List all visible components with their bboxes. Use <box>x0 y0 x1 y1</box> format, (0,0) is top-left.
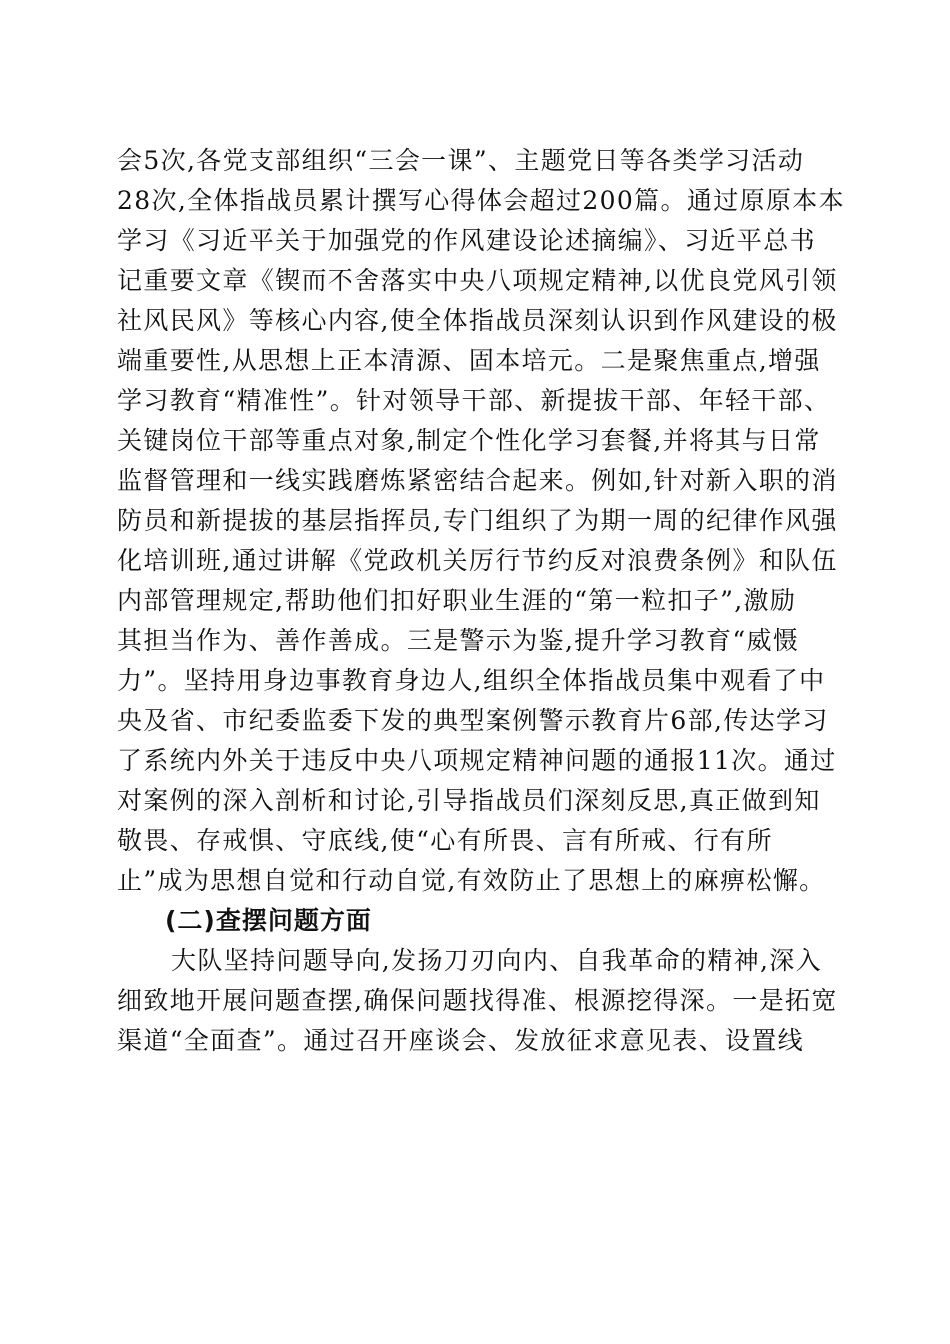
body-line: 力”。坚持用身边事教育身边人,组织全体指战员集中观看了中 <box>117 666 826 695</box>
section-line: 渠道“全面查”。通过召开座谈会、发放征求意见表、设置线 <box>117 1026 805 1055</box>
section-heading: (二)查摆问题方面 <box>165 906 372 935</box>
body-line: 端重要性,从思想上正本清源、固本培元。二是聚焦重点,增强 <box>117 346 821 375</box>
body-line: 止”成为思想自觉和行动自觉,有效防止了思想上的麻痹松懈。 <box>117 866 826 895</box>
section-line: 大队坚持问题导向,发扬刀刃向内、自我革命的精神,深入 <box>171 946 822 975</box>
body-line: 监督管理和一线实践磨炼紧密结合起来。例如,针对新入职的消 <box>117 466 838 495</box>
body-line: 学习《习近平关于加强党的作风建设论述摘编》、习近平总书 <box>117 226 816 255</box>
document-body <box>117 141 845 1061</box>
section-line: 细致地开展问题查摆,确保问题找得准、根源挖得深。一是拓宽 <box>117 986 838 1015</box>
body-line: 社风民风》等核心内容,使全体指战员深刻认识到作风建设的极 <box>117 306 838 335</box>
body-line: 28次,全体指战员累计撰写心得体会超过200篇。通过原原本本 <box>117 186 845 215</box>
body-line: 会5次,各党支部组织“三会一课”、主题党日等各类学习活动 <box>117 146 805 175</box>
body-line: 敬畏、存戒惧、守底线,使“心有所畏、言有所戒、行有所 <box>117 826 773 855</box>
body-line: 其担当作为、善作善成。三是警示为鉴,提升学习教育“威慑 <box>117 626 800 655</box>
body-line: 央及省、市纪委监委下发的典型案例警示教育片6部,传达学习 <box>117 706 829 735</box>
body-line: 内部管理规定,帮助他们扣好职业生涯的“第一粒扣子”,激励 <box>117 586 797 615</box>
body-line: 防员和新提拔的基层指挥员,专门组织了为期一周的纪律作风强 <box>117 506 838 535</box>
body-line: 化培训班,通过讲解《党政机关厉行节约反对浪费条例》和队伍 <box>117 546 838 575</box>
body-line: 了系统内外关于违反中央八项规定精神问题的通报11次。通过 <box>117 746 837 775</box>
body-line: 关键岗位干部等重点对象,制定个性化学习套餐,并将其与日常 <box>117 426 821 455</box>
body-line: 记重要文章《锲而不舍落实中央八项规定精神,以优良党风引领 <box>117 266 838 295</box>
body-line: 学习教育“精准性”。针对领导干部、新提拔干部、年轻干部、 <box>117 386 831 415</box>
body-line: 对案例的深入剖析和讨论,引导指战员们深刻反思,真正做到知 <box>117 786 821 815</box>
